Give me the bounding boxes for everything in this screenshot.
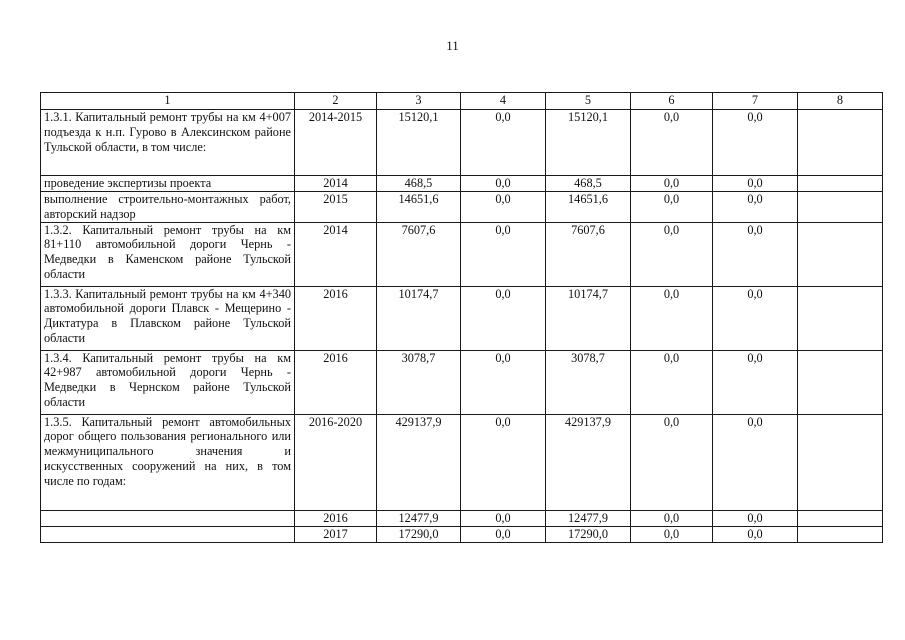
table-row xyxy=(41,510,883,526)
cell-extrabudget: 0,0 xyxy=(713,414,798,510)
cell-period: 2016 xyxy=(295,350,377,414)
table-row xyxy=(41,192,883,223)
cell-total: 468,5 xyxy=(377,176,461,192)
cell-regional: 17290,0 xyxy=(546,526,631,542)
cell-description xyxy=(41,526,295,542)
cell-municipal: 0,0 xyxy=(631,192,713,223)
cell-description: проведение экспертизы проекта xyxy=(41,176,295,192)
cell-description: 1.3.3. Капитальный ремонт трубы на км 4+340 автомобильной дороги Плавск - Мещерино - Диктатура в Плавском районе Тульской области xyxy=(41,286,295,350)
cell-period: 2016 xyxy=(295,510,377,526)
cell-municipal: 0,0 xyxy=(631,350,713,414)
cell-extrabudget: 0,0 xyxy=(713,286,798,350)
cell-regional: 7607,6 xyxy=(546,222,631,286)
cell-federal: 0,0 xyxy=(461,526,546,542)
cell-note xyxy=(798,350,883,414)
cell-extrabudget: 0,0 xyxy=(713,350,798,414)
cell-federal: 0,0 xyxy=(461,176,546,192)
cell-period: 2017 xyxy=(295,526,377,542)
column-header: 7 xyxy=(713,93,798,110)
cell-extrabudget: 0,0 xyxy=(713,222,798,286)
cell-extrabudget: 0,0 xyxy=(713,526,798,542)
cell-municipal: 0,0 xyxy=(631,110,713,176)
cell-note xyxy=(798,414,883,510)
header-row xyxy=(41,93,883,110)
cell-description xyxy=(41,510,295,526)
cell-note xyxy=(798,526,883,542)
cell-regional: 468,5 xyxy=(546,176,631,192)
cell-extrabudget: 0,0 xyxy=(713,110,798,176)
cell-municipal: 0,0 xyxy=(631,176,713,192)
column-header: 3 xyxy=(377,93,461,110)
table-row xyxy=(41,350,883,414)
cell-period: 2016-2020 xyxy=(295,414,377,510)
cell-federal: 0,0 xyxy=(461,414,546,510)
table-body xyxy=(41,110,883,543)
table-row xyxy=(41,176,883,192)
cell-federal: 0,0 xyxy=(461,110,546,176)
cell-regional: 3078,7 xyxy=(546,350,631,414)
cell-municipal: 0,0 xyxy=(631,286,713,350)
cell-description: 1.3.1. Капитальный ремонт трубы на км 4+007 подъезда к н.п. Гурово в Алексинском районе Тульской области, в том числе: xyxy=(41,110,295,176)
column-header: 4 xyxy=(461,93,546,110)
table-row xyxy=(41,110,883,176)
cell-municipal: 0,0 xyxy=(631,222,713,286)
cell-municipal: 0,0 xyxy=(631,414,713,510)
table-row xyxy=(41,526,883,542)
cell-period: 2014-2015 xyxy=(295,110,377,176)
cell-federal: 0,0 xyxy=(461,286,546,350)
cell-period: 2016 xyxy=(295,286,377,350)
cell-total: 7607,6 xyxy=(377,222,461,286)
cell-federal: 0,0 xyxy=(461,222,546,286)
cell-period: 2014 xyxy=(295,222,377,286)
budget-table xyxy=(40,92,883,543)
cell-total: 429137,9 xyxy=(377,414,461,510)
cell-description: 1.3.4. Капитальный ремонт трубы на км 42+987 автомобильной дороги Чернь - Медведки в Чернском районе Тульской области xyxy=(41,350,295,414)
cell-note xyxy=(798,510,883,526)
cell-regional: 429137,9 xyxy=(546,414,631,510)
cell-federal: 0,0 xyxy=(461,510,546,526)
cell-regional: 12477,9 xyxy=(546,510,631,526)
cell-note xyxy=(798,222,883,286)
cell-total: 17290,0 xyxy=(377,526,461,542)
cell-municipal: 0,0 xyxy=(631,510,713,526)
cell-total: 10174,7 xyxy=(377,286,461,350)
cell-note xyxy=(798,110,883,176)
cell-regional: 14651,6 xyxy=(546,192,631,223)
cell-extrabudget: 0,0 xyxy=(713,176,798,192)
table-header xyxy=(41,93,883,110)
column-header: 5 xyxy=(546,93,631,110)
cell-description: 1.3.5. Капитальный ремонт автомобильных дорог общего пользования регионального или межмуниципального значения и искусственных сооружений на них, в том числе по годам: xyxy=(41,414,295,510)
column-header: 2 xyxy=(295,93,377,110)
page-number: 11 xyxy=(446,38,459,53)
cell-extrabudget: 0,0 xyxy=(713,192,798,223)
cell-note xyxy=(798,286,883,350)
column-header: 1 xyxy=(41,93,295,110)
table-row xyxy=(41,414,883,510)
table-row xyxy=(41,222,883,286)
cell-federal: 0,0 xyxy=(461,350,546,414)
cell-total: 12477,9 xyxy=(377,510,461,526)
cell-total: 15120,1 xyxy=(377,110,461,176)
cell-period: 2014 xyxy=(295,176,377,192)
table-row xyxy=(41,286,883,350)
column-header: 8 xyxy=(798,93,883,110)
cell-extrabudget: 0,0 xyxy=(713,510,798,526)
cell-regional: 10174,7 xyxy=(546,286,631,350)
cell-note xyxy=(798,176,883,192)
cell-period: 2015 xyxy=(295,192,377,223)
cell-regional: 15120,1 xyxy=(546,110,631,176)
cell-total: 3078,7 xyxy=(377,350,461,414)
cell-description: выполнение строительно-монтажных работ, авторский надзор xyxy=(41,192,295,223)
column-header: 6 xyxy=(631,93,713,110)
cell-note xyxy=(798,192,883,223)
cell-description: 1.3.2. Капитальный ремонт трубы на км 81+110 автомобильной дороги Чернь - Медведки в Каменском районе Тульской области xyxy=(41,222,295,286)
cell-municipal: 0,0 xyxy=(631,526,713,542)
cell-total: 14651,6 xyxy=(377,192,461,223)
cell-federal: 0,0 xyxy=(461,192,546,223)
